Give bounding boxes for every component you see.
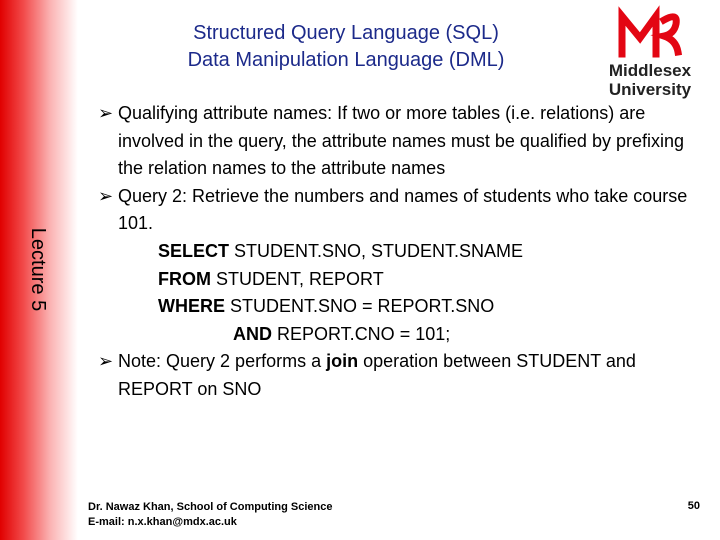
sql-line <box>98 266 698 294</box>
bullet-item <box>98 100 698 183</box>
sql-line <box>98 238 698 266</box>
lecture-label <box>18 214 58 324</box>
logo-line-1: Middlesex <box>608 61 692 80</box>
title-line-1: Structured Query Language (SQL) <box>193 22 499 44</box>
title-line-2: Data Manipulation Language (DML) <box>187 49 505 71</box>
bullet-text: Qualifying attribute names: If two or more tables (i.e. relations) are involved in the query, the attribute names must be qualified by prefixing the relation names to the attribute names <box>118 103 684 179</box>
arrow-bullet-icon: ➢ <box>98 185 114 206</box>
footer-author-name: Dr. Nawaz Khan, School of Computing Science <box>88 501 333 513</box>
arrow-bullet-icon: ➢ <box>98 103 114 123</box>
page-number: 50 <box>687 500 700 512</box>
bullet-text-bold: join <box>326 351 359 372</box>
sql-keyword: AND <box>233 323 272 344</box>
middlesex-logo-icon <box>616 4 684 60</box>
sql-text: STUDENT.SNO, STUDENT.SNAME <box>229 240 524 261</box>
bullet-item <box>98 348 698 403</box>
slide-body <box>98 100 698 404</box>
footer-author <box>88 500 332 530</box>
lecture-label-text: Lecture 5 <box>27 227 50 311</box>
sql-keyword: SELECT <box>158 240 230 261</box>
arrow-bullet-icon: ➢ <box>98 351 114 372</box>
sql-text: STUDENT, REPORT <box>211 268 384 289</box>
bullet-text: Query 2: Retrieve the numbers and names of students who take course 101. <box>118 185 688 234</box>
bullet-item <box>98 183 698 238</box>
university-logo <box>600 4 700 100</box>
sql-text: REPORT.CNO = 101; <box>272 323 451 344</box>
slide-title <box>96 20 596 74</box>
sql-keyword: WHERE <box>158 296 225 317</box>
sql-line <box>98 293 698 321</box>
sql-line <box>98 321 698 349</box>
bullet-text-after: operation between STUDENT and REPORT on SNO <box>118 351 636 399</box>
bullet-text-before: Note: Query 2 performs a <box>118 351 327 372</box>
sql-text: STUDENT.SNO = REPORT.SNO <box>225 296 495 317</box>
logo-line-2: University <box>608 80 692 99</box>
sql-keyword: FROM <box>158 268 211 289</box>
footer-email: E-mail: n.x.khan@mdx.ac.uk <box>88 516 237 528</box>
